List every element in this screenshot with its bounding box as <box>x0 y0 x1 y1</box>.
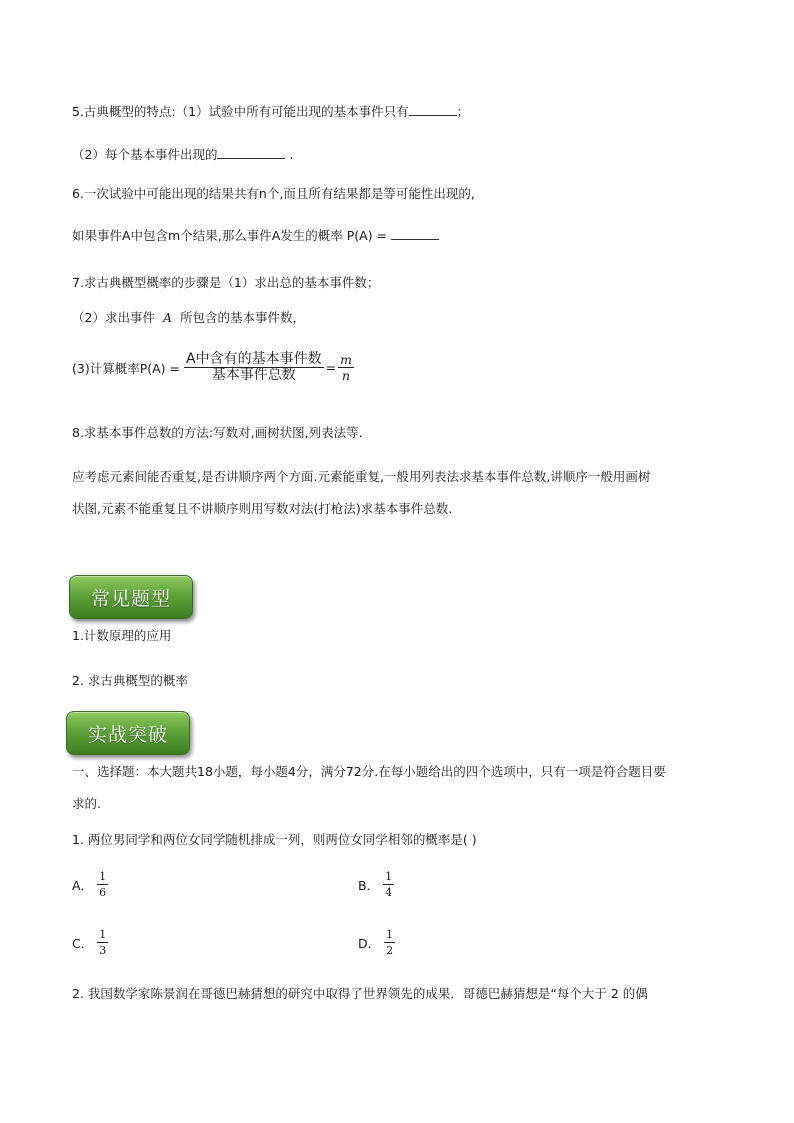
item5-line2: （2）每个基本事件出现的 . <box>72 147 294 162</box>
question-2-stem: 2. 我国数学家陈景润在哥德巴赫猜想的研究中取得了世界领先的成果．哥德巴赫猜想是“每个大于 2 的偶 <box>72 986 648 1001</box>
section-heading-common: 常见题型 <box>69 575 193 619</box>
option-a[interactable]: A． $\frac{1}{6}$ <box>72 870 107 899</box>
item7-line2: （2）求出事件 A 所包含的基本事件数， <box>72 310 305 325</box>
option-b[interactable]: B． $\frac{1}{4}$ <box>358 870 393 899</box>
item6-line1: 6.一次试验中可能出现的结果共有n个,而且所有结果都是等可能性出现的, <box>72 186 475 201</box>
option-d-fraction: $\frac{1}{2}$ <box>386 928 394 957</box>
item7-line1: 7.求古典概型概率的步骤是（1）求出总的基本事件数； <box>72 275 380 290</box>
common-item-2: 2. 求古典概型的概率 <box>72 673 188 688</box>
mn-fraction: $\frac{m}{n}$ <box>340 352 352 383</box>
option-a-fraction: $\frac{1}{6}$ <box>99 870 107 899</box>
practice-intro-line2: 求的. <box>72 796 101 811</box>
option-b-fraction: $\frac{1}{4}$ <box>385 870 393 899</box>
answer-blank <box>391 227 439 240</box>
option-c[interactable]: C． $\frac{1}{3}$ <box>72 928 107 957</box>
item7-formula: (3)计算概率P(A) = $\frac{\text{A中含有的基本事件数}}{\text{基本事件总数}}$ = $\frac{m}{n}$ <box>72 351 352 383</box>
answer-blank <box>217 146 285 159</box>
item8-line1: 8.求基本事件总数的方法:写数对,画树状图,列表法等. <box>72 425 363 440</box>
item8-para-line2: 状图,元素不能重复且不讲顺序则用写数对法(打枪法)求基本事件总数. <box>72 501 453 516</box>
item8-para-line1: 应考虑元素间能否重复,是否讲顺序两个方面.元素能重复,一般用列表法求基本事件总数,讲顺序一般用画树 <box>72 469 651 484</box>
common-item-1: 1.计数原理的应用 <box>72 628 172 643</box>
practice-intro-line1: 一、选择题：本大题共18小题，每小题4分，满分72分.在每小题给出的四个选项中，只有一项是符合题目要 <box>72 764 666 779</box>
item5-line1: 5.古典概型的特点:（1）试验中所有可能出现的基本事件只有 ； <box>72 104 470 119</box>
answer-blank <box>409 103 457 116</box>
option-d[interactable]: D． $\frac{1}{2}$ <box>358 928 394 957</box>
section-heading-practice: 实战突破 <box>66 711 190 755</box>
formula-fraction: $\frac{\text{A中含有的基本事件数}}{\text{基本事件总数}}$ <box>186 351 322 383</box>
item6-line2: 如果事件A中包含m个结果,那么事件A发生的概率 P(A) = <box>72 227 439 244</box>
question-1-stem: 1. 两位男同学和两位女同学随机排成一列，则两位女同学相邻的概率是( ) <box>72 832 477 847</box>
option-c-fraction: $\frac{1}{3}$ <box>99 928 107 957</box>
